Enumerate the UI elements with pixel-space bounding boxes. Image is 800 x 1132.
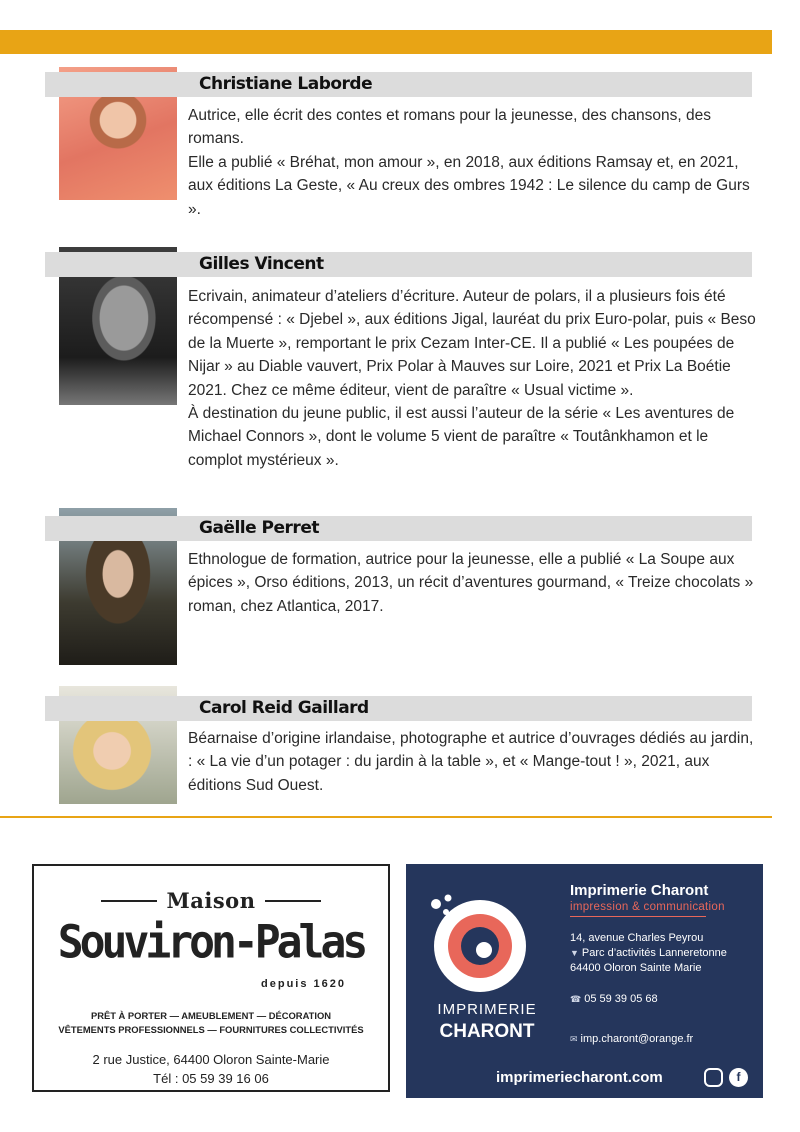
facebook-icon[interactable]: f bbox=[729, 1068, 748, 1087]
top-accent-bar bbox=[0, 30, 772, 54]
bio-paragraph: Autrice, elle écrit des contes et romans pour la jeunesse, des chansons, des romans. bbox=[188, 107, 711, 148]
bio-paragraph: À destination du jeune public, il est aussi l’auteur de la série « Les aventures de Michael Connors », dont le volume 5 vient de paraître « Toutânkhamon et le complot mystérieux ». bbox=[188, 405, 735, 469]
maison-label: Maison bbox=[166, 888, 256, 913]
address: 2 rue Justice, 64400 Oloron Sainte-Marie bbox=[92, 1052, 330, 1067]
company-subtitle: impression & communication bbox=[570, 901, 725, 913]
author-name-bar bbox=[45, 72, 752, 97]
author-name: Gaëlle Perret bbox=[199, 518, 319, 538]
since-label: depuis 1620 bbox=[261, 978, 346, 990]
section-separator bbox=[0, 816, 772, 818]
tagline: PRÊT À PORTER — AMEUBLEMENT — DÉCORATION bbox=[90, 1010, 332, 1021]
author-name: Carol Reid Gaillard bbox=[199, 698, 369, 718]
imprimerie-logo-icon bbox=[428, 892, 532, 996]
phone: Tél : 05 59 39 16 06 bbox=[153, 1071, 269, 1086]
author-name-bar bbox=[45, 696, 752, 721]
author-bio bbox=[188, 727, 756, 797]
city: 64400 Oloron Sainte Marie bbox=[570, 962, 702, 974]
author-name-bar bbox=[45, 516, 752, 541]
author-name: Gilles Vincent bbox=[199, 254, 324, 274]
maison-heading bbox=[34, 888, 388, 913]
phone: 05 59 39 05 68 bbox=[584, 993, 658, 1005]
bio-paragraph: Ecrivain, animateur d’ateliers d’écriture. Auteur de polars, il a plusieurs fois été récompensé : « Djebel », aux éditions Jigal, lauréat du prix Euro-polar, puis « Beso de la Muerte », remportant le prix Cezam Inter-CE. Il a publié « Les poupées de Nijar » au Diable vauvert, Prix Polar à Mauves sur Loire, 2021 et Prix La Boétie 2021. Chez ce même éditeur, vient de paraître « Usual victime ». bbox=[188, 288, 756, 399]
location-pin-icon: ▼ bbox=[570, 948, 579, 958]
tagline: VÊTEMENTS PROFESSIONNELS — FOURNITURES COLLECTIVITÉS bbox=[58, 1024, 364, 1035]
mail-icon: ✉ bbox=[570, 1034, 578, 1044]
street: 14, avenue Charles Peyrou bbox=[570, 932, 704, 944]
instagram-icon[interactable] bbox=[704, 1068, 723, 1087]
divider bbox=[101, 900, 157, 902]
author-bio bbox=[188, 104, 756, 221]
logo-text-line2: CHARONT bbox=[439, 1021, 535, 1042]
bio-paragraph: Béarnaise d’origine irlandaise, photographe et autrice d’ouvrages dédiés au jardin, : « La vie d’un potager : du jardin à la table », et « Mange-tout ! », 2021, aux éditions Sud Ouest. bbox=[188, 730, 754, 794]
bio-paragraph: Elle a publié « Bréhat, mon amour », en 2018, aux éditions Ramsay et, en 2021, aux éditions La Geste, « Au creux des ombres 1942 : Le silence du camp de Gurs ». bbox=[188, 153, 750, 218]
ad-souviron-palas bbox=[32, 864, 390, 1092]
author-name-bar bbox=[45, 252, 752, 277]
author-bio bbox=[188, 285, 756, 472]
park-line bbox=[570, 946, 727, 961]
divider bbox=[265, 900, 321, 902]
company-title: Imprimerie Charont bbox=[570, 882, 709, 899]
email-line bbox=[570, 1032, 693, 1047]
author-name: Christiane Laborde bbox=[199, 74, 373, 94]
author-bio bbox=[188, 548, 756, 618]
divider bbox=[570, 916, 706, 917]
ad-imprimerie-charont bbox=[406, 864, 763, 1098]
brand-logo-text: Souviron-Palas bbox=[57, 916, 365, 970]
logo-text-line1: IMPRIMERIE bbox=[437, 1001, 537, 1018]
bio-paragraph: Ethnologue de formation, autrice pour la jeunesse, elle a publié « La Soupe aux épices », Orso éditions, 2013, un récit d’aventures gourmand, « Treize chocolats » roman, chez Atlantica, 2017. bbox=[188, 551, 754, 615]
phone-icon: ☎ bbox=[570, 994, 582, 1004]
park: Parc d’activités Lanneretonne bbox=[581, 947, 727, 959]
phone-line bbox=[570, 992, 658, 1007]
email: imp.charont@orange.fr bbox=[580, 1033, 694, 1045]
website-link[interactable]: imprimeriecharont.com bbox=[496, 1069, 663, 1086]
